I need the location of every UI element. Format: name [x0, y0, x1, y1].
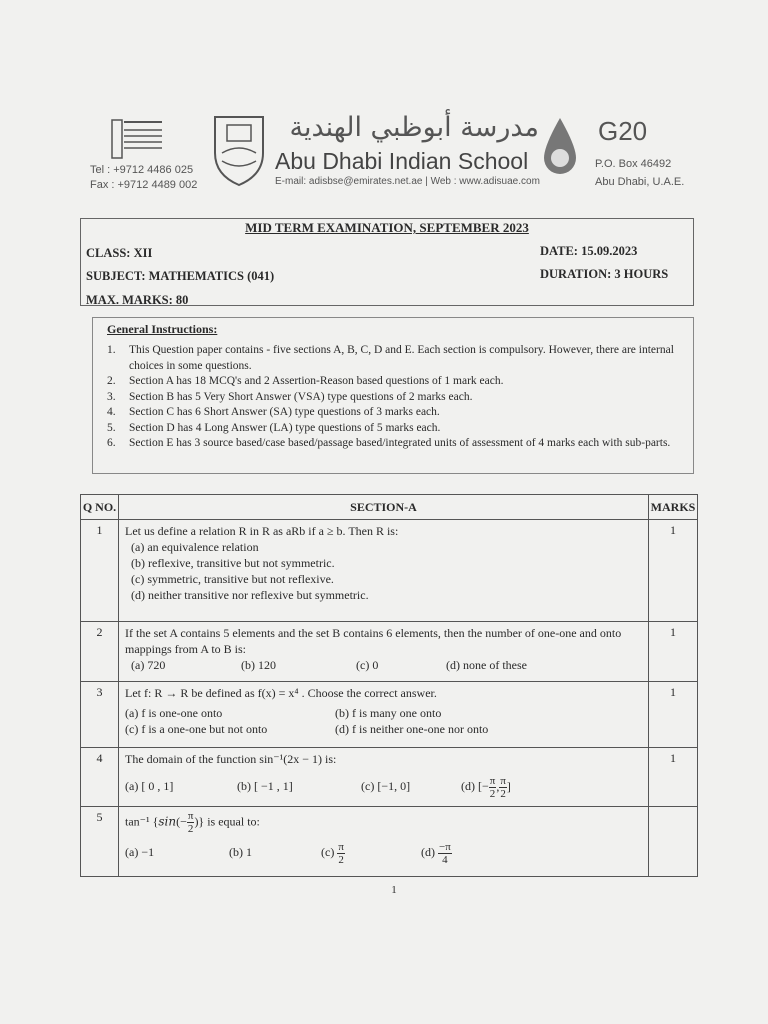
option-d: (d) $\frac{-\pi}{4}$ [421, 841, 451, 866]
option: (a) [ 0 , 1] [125, 779, 174, 794]
question-cell [119, 807, 649, 877]
drop-logo-icon [540, 116, 580, 178]
q-number: 2 [81, 622, 119, 682]
options-row [125, 841, 642, 866]
q-marks: 1 [649, 622, 698, 682]
options-row [125, 705, 642, 721]
instruction-item: 2. Section A has 18 MCQ's and 2 Assertion-Reason based questions of 1 mark each. [107, 375, 504, 387]
question-text: Let f: R → R be defined as f(x) = x⁴ . Choose the correct answer. [125, 686, 437, 700]
option: (c) [−1, 0] [361, 779, 411, 794]
school-name-arabic: مدرسة أبوظبي الهندية [289, 112, 539, 143]
question-text: If the set A contains 5 elements and the set B contains 6 elements, then the number of one-one and onto mappings from A to B is: [125, 626, 622, 656]
school-logo-icon [110, 118, 165, 162]
contact-phones [90, 163, 197, 193]
question-cell [119, 748, 649, 807]
question-text: Let us define a relation R in R as aRb if a ≥ b. Then R is: [125, 524, 399, 538]
option-d: (d) [− $\frac{\pi}{2}$ , $\frac{\pi}{2}$ ] [461, 775, 511, 800]
instructions-title: General Instructions: [107, 322, 218, 336]
question-table [80, 494, 698, 877]
option: (a) 720 [131, 658, 166, 672]
max-marks-label: MAX. MARKS: 80 [86, 293, 189, 307]
options-row [125, 721, 642, 737]
option: (b) 1 [229, 845, 252, 860]
q-number: 5 [81, 807, 119, 877]
g20-logo: G20 [598, 116, 648, 146]
instructions-list [107, 343, 687, 452]
option: (d) neither transitive nor reflexive but symmetric. [131, 588, 369, 602]
table-row [81, 622, 698, 682]
table-row [81, 748, 698, 807]
page-number: 1 [391, 884, 397, 896]
instruction-item: 4. Section C has 6 Short Answer (SA) type questions of 3 marks each. [107, 406, 440, 418]
fax-text: Fax : +9712 4489 002 [90, 179, 198, 191]
option: (d) f is neither one-one nor onto [335, 722, 489, 736]
section-title: SECTION-A [119, 495, 649, 520]
crest-icon [210, 113, 268, 189]
col-marks: MARKS [649, 495, 698, 520]
q-number: 1 [81, 520, 119, 622]
option: (d) none of these [446, 658, 527, 672]
option: (b) 120 [241, 658, 276, 672]
school-name: Abu Dhabi Indian School [275, 148, 529, 174]
q-marks: 1 [649, 682, 698, 748]
col-q-no: Q NO. [81, 495, 119, 520]
question-cell [119, 520, 649, 622]
instruction-item: 3. Section B has 5 Very Short Answer (VSA) type questions of 2 marks each. [107, 390, 473, 403]
class-label: CLASS: XII [86, 246, 153, 260]
option: (b) [ −1 , 1] [237, 779, 293, 794]
date-label: DATE: 15.09.2023 [540, 244, 638, 258]
instruction-item: 5. Section D has 4 Long Answer (LA) type questions of 5 marks each. [107, 421, 441, 434]
exam-title: MID TERM EXAMINATION, SEPTEMBER 2023 [245, 220, 529, 235]
instruction-item: 1. This Question paper contains - five sections A, B, C, D and E. Each section is compulsory. However, there are internal choices in some questions. [107, 344, 674, 372]
address [595, 155, 684, 191]
q-number: 4 [81, 748, 119, 807]
option: (c) symmetric, transitive but not reflexive. [131, 572, 334, 586]
option: (c) f is a one-one but not onto [125, 722, 268, 736]
q-marks: 1 [649, 520, 698, 622]
subject-label: SUBJECT: MATHEMATICS (041) [86, 269, 275, 283]
po-box: P.O. Box 46492 [595, 158, 672, 170]
option: (a) an equivalence relation [131, 540, 259, 554]
q-marks: 1 [649, 748, 698, 807]
question-text: tan⁻¹ {sin(− $\frac{\pi}{2}$ )} is equal to: [125, 810, 260, 835]
option: (b) f is many one onto [335, 706, 442, 720]
email-web: E-mail: adisbse@emirates.net.ae | Web : www.adisuae.com [275, 176, 540, 187]
table-row [81, 807, 698, 877]
tel-text: Tel : +9712 4486 025 [90, 164, 194, 176]
instruction-item: 6. Section E has 3 source based/case based/passage based/integrated units of assessment of 4 marks each with sub-parts. [107, 437, 671, 449]
question-cell [119, 622, 649, 682]
option: (c) 0 [356, 658, 379, 672]
duration-label: DURATION: 3 HOURS [540, 267, 669, 281]
city: Abu Dhabi, U.A.E. [595, 176, 685, 188]
q-marks [649, 807, 698, 877]
table-row [81, 682, 698, 748]
option: (a) −1 [125, 845, 155, 860]
option: (a) f is one-one onto [125, 706, 223, 720]
question-cell [119, 682, 649, 748]
table-row [81, 520, 698, 622]
table-header [81, 495, 698, 520]
q-number: 3 [81, 682, 119, 748]
question-text: The domain of the function sin⁻¹(2x − 1) is: [125, 752, 337, 766]
options-row [125, 775, 642, 800]
options-row [125, 657, 642, 673]
option: (b) reflexive, transitive but not symmetric. [131, 556, 335, 570]
option-c: (c) $\frac{\pi}{2}$ [321, 841, 344, 866]
